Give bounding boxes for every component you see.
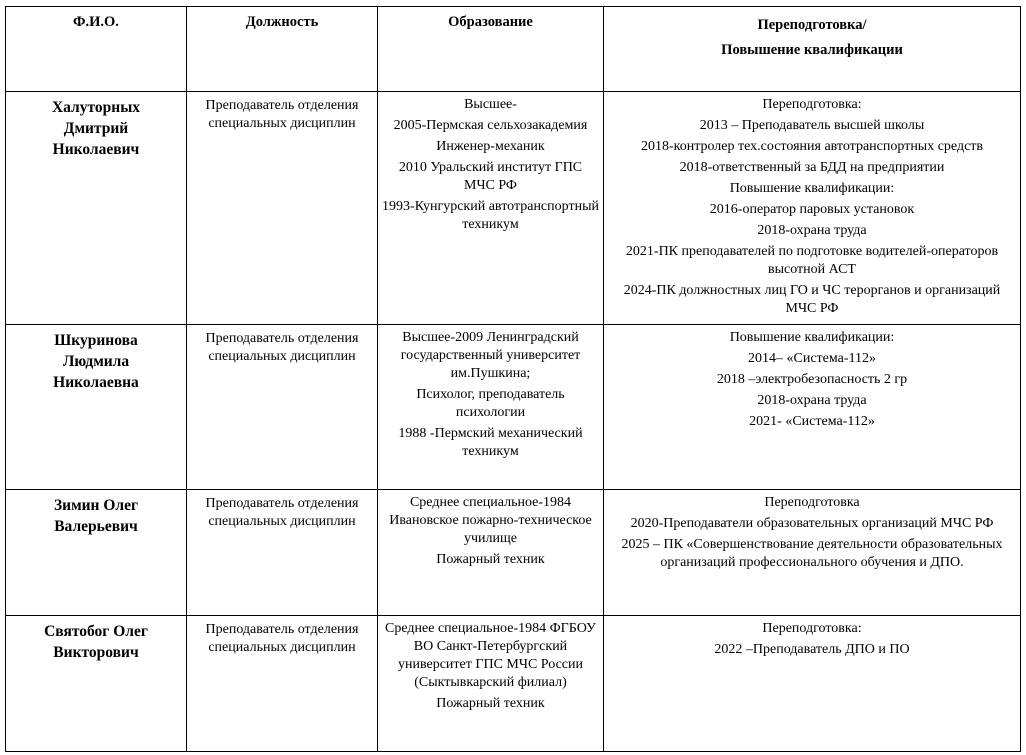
qualification-line: 2024-ПК должностных лиц ГО и ЧС терорганов и организаций МЧС РФ	[623, 283, 1001, 316]
fio-line: Дмитрий	[63, 120, 129, 137]
table-header-row	[6, 7, 1021, 92]
education-line: Пожарный техник	[436, 696, 545, 711]
position-cell: Преподаватель отделения специальных дисциплин	[187, 616, 378, 752]
qualification-line: 2013 – Преподаватель высшей школы	[699, 118, 925, 133]
qualification-line: 2016-оператор паровых установок	[709, 202, 915, 217]
qualification-cell	[604, 325, 1021, 490]
qualification-line: 2021-ПК преподавателей по подготовке водителей-операторов высотной АСТ	[625, 244, 999, 277]
table-row	[6, 490, 1021, 616]
qualification-cell	[604, 490, 1021, 616]
education-line: Среднее специальное-1984 Ивановское пожарно-техническое училище	[389, 495, 592, 546]
qualification-line: 2022 –Преподаватель ДПО и ПО	[714, 642, 910, 657]
qualification-line: 2018-охрана труда	[757, 393, 867, 408]
fio-cell	[6, 325, 187, 490]
education-line: Высшее-2009 Ленинградский государственный университет им.Пушкина;	[400, 330, 581, 381]
header-qualification-line2: Повышение квалификации	[721, 42, 903, 58]
table-row	[6, 92, 1021, 325]
education-line: Высшее-	[464, 97, 517, 112]
education-cell	[378, 92, 604, 325]
header-fio: Ф.И.О.	[6, 7, 187, 92]
education-line: Пожарный техник	[436, 552, 545, 567]
qualification-line: Переподготовка:	[762, 97, 862, 112]
qualification-line: Переподготовка	[764, 495, 860, 510]
education-cell	[378, 616, 604, 752]
qualification-line: 2025 – ПК «Совершенствование деятельности образовательных организаций профессионального обучения и ДПО.	[621, 537, 1003, 570]
fio-line: Николаевич	[52, 141, 140, 158]
education-line: 2010 Уральский институт ГПС МЧС РФ	[398, 160, 583, 193]
qualification-line: Повышение квалификации:	[729, 330, 895, 345]
qualification-line: 2021- «Система-112»	[749, 414, 875, 429]
position-cell: Преподаватель отделения специальных дисциплин	[187, 92, 378, 325]
header-education: Образование	[378, 7, 604, 92]
fio-line: Викторович	[53, 644, 139, 661]
education-line: Инженер-механик	[436, 139, 545, 154]
qualification-line: 2020-Преподаватели образовательных организаций МЧС РФ	[630, 516, 994, 531]
education-line: Среднее специальное-1984 ФГБОУ ВО Санкт-Петербургский университет ГПС МЧС России (Сыктывкарский филиал)	[385, 621, 596, 690]
education-line: 1988 -Пермский механический техникум	[398, 426, 583, 459]
qualification-cell	[604, 92, 1021, 325]
education-cell	[378, 490, 604, 616]
staff-table	[5, 6, 1021, 752]
fio-line: Халуторных	[51, 99, 141, 116]
header-position: Должность	[187, 7, 378, 92]
qualification-line: 2018-охрана труда	[757, 223, 867, 238]
fio-line: Людмила	[62, 353, 130, 370]
education-cell	[378, 325, 604, 490]
header-qualification	[604, 7, 1021, 92]
qualification-line: Повышение квалификации:	[729, 181, 895, 196]
header-qualification-line1: Переподготовка/	[757, 17, 867, 33]
fio-line: Зимин Олег	[53, 497, 139, 514]
table-row	[6, 616, 1021, 752]
qualification-line: 2018-контролер тех.состояния автотранспортных средств	[640, 139, 984, 154]
education-line: 1993-Кунгурский автотранспортный техникум	[382, 199, 599, 232]
qualification-cell	[604, 616, 1021, 752]
table-row	[6, 325, 1021, 490]
fio-line: Николаевна	[53, 374, 139, 391]
fio-cell	[6, 616, 187, 752]
qualification-line: 2018 –электробезопасность 2 гр	[716, 372, 908, 387]
position-cell: Преподаватель отделения специальных дисциплин	[187, 490, 378, 616]
fio-line: Валерьевич	[54, 518, 138, 535]
qualification-line: 2018-ответственный за БДД на предприятии	[679, 160, 945, 175]
fio-line: Шкуринова	[54, 332, 138, 349]
fio-cell	[6, 490, 187, 616]
fio-cell	[6, 92, 187, 325]
education-line: Психолог, преподаватель психологии	[416, 387, 565, 420]
education-line: 2005-Пермская сельхозакадемия	[393, 118, 588, 133]
qualification-line: Переподготовка:	[762, 621, 862, 636]
fio-line: Святобог Олег	[44, 623, 148, 640]
qualification-line: 2014– «Система-112»	[748, 351, 876, 366]
position-cell: Преподаватель отделения специальных дисциплин	[187, 325, 378, 490]
